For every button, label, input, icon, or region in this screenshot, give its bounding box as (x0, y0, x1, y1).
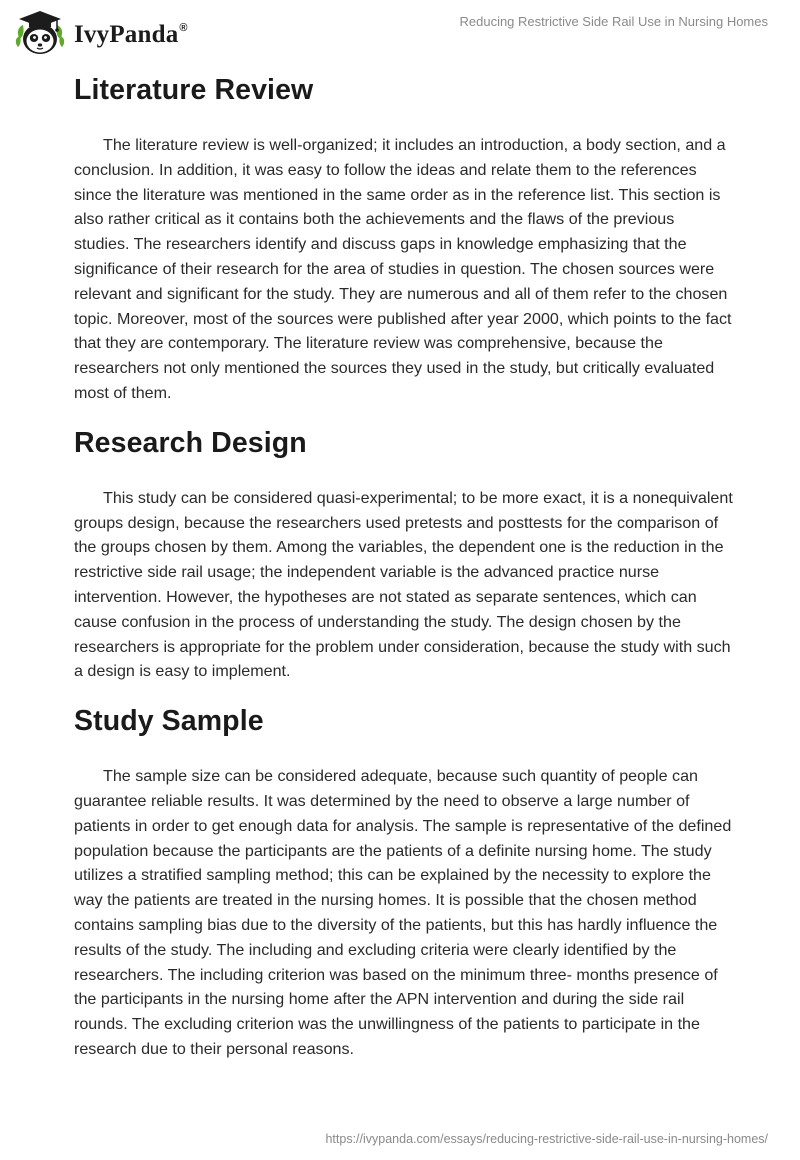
section-heading-literature-review: Literature Review (74, 74, 314, 106)
section-paragraph-literature-review: The literature review is well-organized; it includes an introduction, a body section, and a conclusion. In addition, it was easy to follow the ideas and relate them to the references since the literature was mentioned in the same order as in the reference list. This section is also rather critical as it contains both the achievements and the flaws of the previous studies. The researchers identify and discuss gaps in knowledge emphasizing that the significance of their research for the area of studies in question. The chosen sources were relevant and significant for the study. They are numerous and all of them refer to the chosen topic. Moreover, most of the sources were published after year 2000, which points to the fact that they are contemporary. The literature review was comprehensive, because the researchers not only mentioned the sources they used in the study, but critically evaluated most of them. (74, 136, 732, 402)
section-heading-study-sample: Study Sample (74, 705, 264, 738)
section-paragraph-study-sample: The sample size can be considered adequate, because such quantity of people can guarantee reliable results. It was determined by the need to observe a large number of patients in order to get enough data for analysis. The sample is representative of the defined population because the participants are the patients of a definite nursing home. The study utilizes a stratified sampling method; this can be explained by the necessity to explore the way the patients are treated in the nursing homes. It is possible that the chosen method contains sampling bias due to the diversity of the patients, but this has hardly influence the results of the study. The including and excluding criteria were clearly identified by the researchers. The including criterion was based on the minimum three- months presence of the participants in the nursing home after the APN intervention and during the side rail rounds. The excluding criterion was the unwillingness of the patients to participate in the research due to their personal reasons. (74, 767, 732, 1058)
source-url-link[interactable]: https://ivypanda.com/essays/reducing-restrictive-side-rail-use-in-nursing-homes/ (325, 1132, 768, 1146)
panda-graduation-icon (14, 9, 66, 57)
essay-content (74, 64, 734, 1062)
document-title: Reducing Restrictive Side Rail Use in Nursing Homes (459, 14, 768, 29)
logo-text: IvyPanda® (74, 21, 188, 48)
registered-mark: ® (179, 22, 188, 34)
section-heading-research-design: Research Design (74, 426, 307, 459)
section-paragraph-research-design: This study can be considered quasi-experimental; to be more exact, it is a nonequivalent groups design, because the researchers used pretests and posttests for the comparison of the groups chosen by them. Among the variables, the dependent one is the reduction in the restrictive side rail usage; the independent variable is the advanced practice nurse intervention. However, the hypotheses are not stated as separate sentences, which can cause confusion in the process of understanding the study. The design chosen by the researchers is appropriate for the problem under consideration, because the study with such a design is easy to implement. (74, 488, 733, 681)
ivypanda-logo[interactable] (14, 9, 188, 57)
